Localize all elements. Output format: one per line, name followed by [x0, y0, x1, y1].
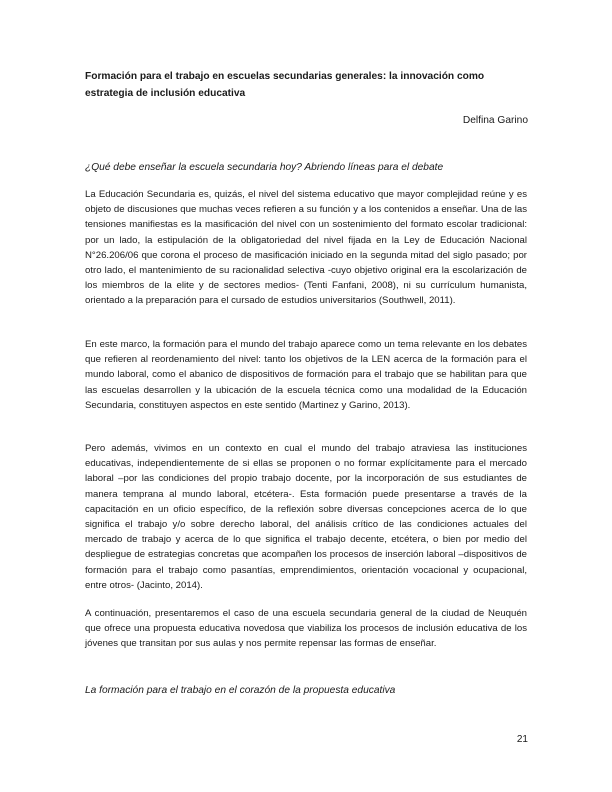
section-heading: ¿Qué debe enseñar la escuela secundaria hoy? Abriendo líneas para el debate	[85, 162, 444, 173]
body-paragraph: La Educación Secundaria es, quizás, el nivel del sistema educativo que mayor complejidad reúne y es objeto de discusiones que muchas veces refieren a su función y a los contenidos a enseñar. Una de las tensiones manifiestas es la masificación del nivel con un sostenimiento del formato escolar tradicional: por un lado, la estipulación de la obligatoriedad del nivel fijada en la Ley de Educación Nacional N°26.206/06 que corona el proceso de masificación iniciado en la segunda mitad del siglo pasado; por otro lado, el mantenimiento de su racionalidad selectiva -cuyo objetivo original era la escolarización de los miembros de la elite y de sectores medios- (Tenti Fanfani, 2008), ni su currículum humanista, orientado a la preparación para el cursado de estudios universitarios (Southwell, 2011).	[85, 189, 527, 307]
author-name: Delfina Garino	[462, 115, 528, 126]
body-paragraph: En este marco, la formación para el mundo del trabajo aparece como un tema relevante en los debates que refieren al reordenamiento del nivel: tanto los objetivos de la LEN acerca de la formación para el mundo laboral, como el abanico de dispositivos de formación para el trabajo que se habilitan para que las escuelas desarrollen y la ubicación de la escuela técnica como una modalidad de la Educación Secundaria, constituyen aspectos en este sentido (Martinez y Garino, 2013).	[85, 339, 527, 411]
document-title: Formación para el trabajo en escuelas secundarias generales: la innovación como estrategia de inclusión educativa	[85, 71, 485, 99]
body-paragraph: Pero además, vivimos en un contexto en cual el mundo del trabajo atraviesa las instituciones educativas, independientemente de si ellas se proponen o no formar explícitamente para el mercado laboral –por las condiciones del propio trabajo docente, por la incorporación de sus estudiantes de manera temprana al mundo laboral, etcétera-. Esta formación puede presentarse a través de la capacitación en un oficio específico, de la reflexión sobre diversas concepciones acerca de lo que significa el trabajo y/o sobre derecho laboral, del análisis crítico de las condiciones actuales del mercado de trabajo y acerca de lo que significa el trabajo decente, etcétera, o bien por medio del despliegue de estrategias concretas que acompañen los procesos de inserción laboral –dispositivos de formación para el trabajo como pasantías, emprendimientos, orientación vocacional y ocupacional, entre otros- (Jacinto, 2014).	[85, 443, 527, 591]
section-heading: La formación para el trabajo en el corazón de la propuesta educativa	[85, 685, 396, 696]
body-paragraph: A continuación, presentaremos el caso de una escuela secundaria general de la ciudad de Neuquén que ofrece una propuesta educativa novedosa que viabiliza los procesos de inclusión educativa de los jóvenes que transitan por sus aulas y nos permite repensar las formas de enseñar.	[85, 608, 527, 650]
page-number: 21	[516, 734, 528, 745]
